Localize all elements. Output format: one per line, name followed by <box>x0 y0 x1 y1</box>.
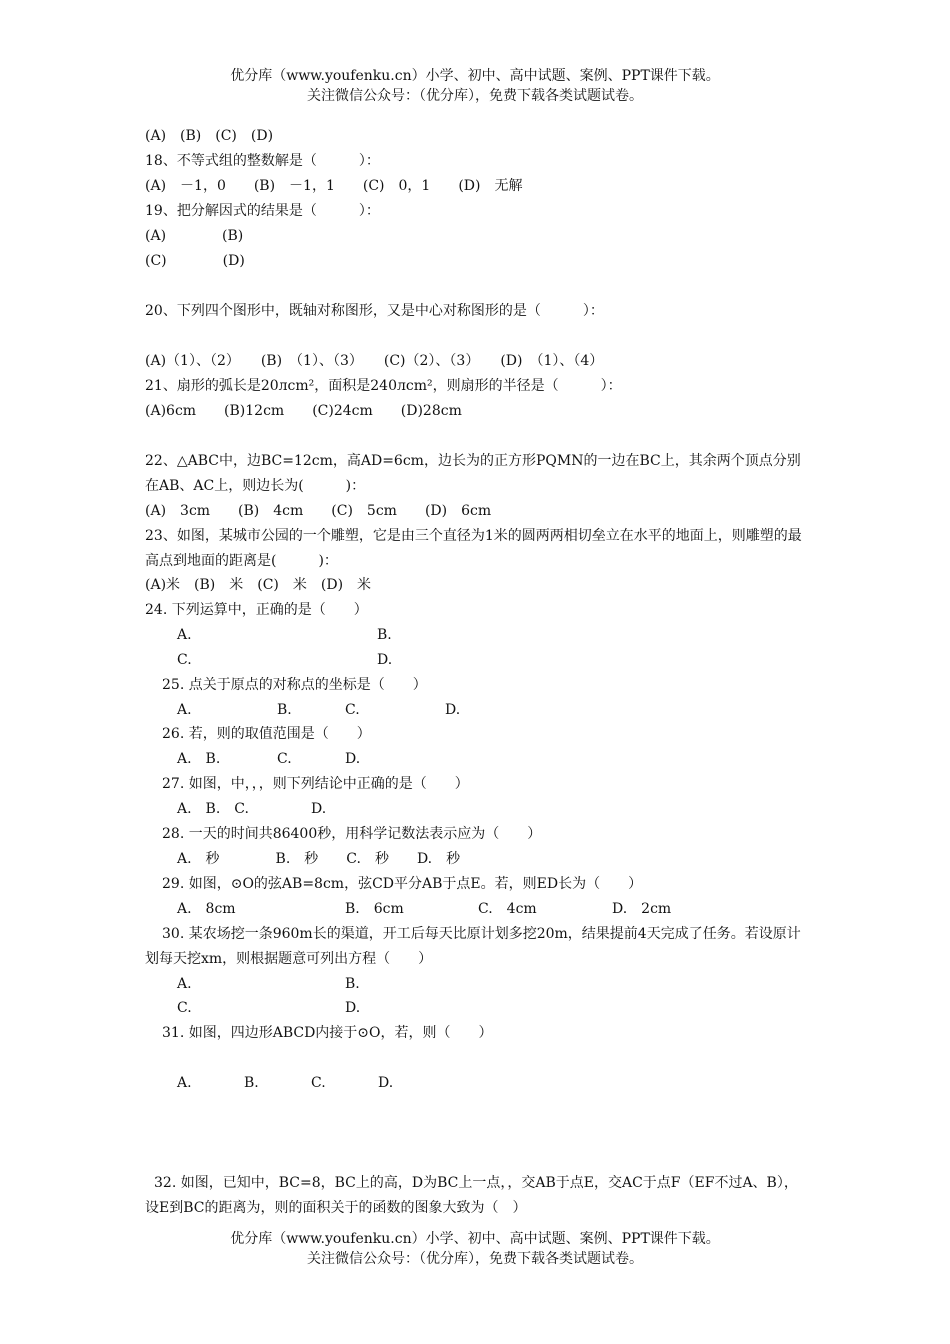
q20-stem: 20、下列四个图形中，既轴对称图形，又是中心对称图形的是（ ）： <box>145 303 604 319</box>
q30-option-a: A. <box>177 976 192 992</box>
q31-option-a: A. <box>177 1075 192 1091</box>
q25-option-b: B. <box>277 702 292 718</box>
q32-stem: 32. 如图，已知中，BC=8，BC上的高，D为BC上一点，，交AB于点E，交AC于点F（EF不过A、B），设E到BC的距离为，则的面积关于的函数的图象大致为（ ） <box>145 1175 798 1216</box>
q26-option-ab: A. B. <box>177 751 221 767</box>
q30-option-c: C. <box>177 1000 192 1016</box>
footer-line-1: 优分库（www.youfenku.cn）小学、初中、高中试题、案例、PPT课件下载。 <box>230 1231 720 1247</box>
q27-option-d: D. <box>311 801 327 817</box>
q28-stem: 28. 一天的时间共86400秒，用科学记数法表示应为（ ） <box>162 826 542 842</box>
q29-option-b: B. 6cm <box>345 901 404 917</box>
q19-stem: 19、把分解因式的结果是（ ）： <box>145 203 380 219</box>
q20-options: (A)（1）、（2） (B) （1）、（3） (C)（2）、（3） (D) （1）、（4） <box>145 353 604 369</box>
q22-options: (A) 3cm (B) 4cm (C) 5cm (D) 6cm <box>145 503 492 519</box>
q26-option-c: C. <box>277 751 292 767</box>
q26-stem: 26. 若，则的取值范围是（ ） <box>162 726 371 742</box>
q24-option-c: C. <box>177 652 192 668</box>
q30-option-d: D. <box>345 1000 361 1016</box>
q23-stem: 23、如图，某城市公园的一个雕塑，它是由三个直径为1米的圆两两相切垒立在水平的地面上，则雕塑的最高点到地面的距离是( )： <box>145 528 802 569</box>
q18-stem: 18、不等式组的整数解是（ ）： <box>145 153 380 169</box>
q25-option-d: D. <box>445 702 461 718</box>
q29-option-d: D. 2cm <box>612 901 672 917</box>
q25-stem: 25. 点关于原点的对称点的坐标是（ ） <box>162 677 427 693</box>
q31-option-d: D. <box>378 1075 394 1091</box>
q26-option-d: D. <box>345 751 361 767</box>
q27-stem: 27. 如图，中，，，则下列结论中正确的是（ ） <box>162 776 469 792</box>
q29-stem: 29. 如图，⊙O的弦AB=8cm，弦CD平分AB于点E。若，则ED长为（ ） <box>162 876 643 892</box>
q31-stem: 31. 如图，四边形ABCD内接于⊙O，若，则（ ） <box>162 1025 493 1041</box>
q21-stem: 21、扇形的弧长是20лcm²，面积是240лcm²，则扇形的半径是（ ）： <box>145 378 622 394</box>
q24-option-b: B. <box>377 627 392 643</box>
q24-option-a: A. <box>177 627 192 643</box>
q30-stem: 30. 某农场挖一条960m长的渠道，开工后每天比原计划多挖20m，结果提前4天完成了任务。若设原计划每天挖xm，则根据题意可列出方程（ ） <box>145 926 801 967</box>
q31-option-b: B. <box>244 1075 259 1091</box>
header-line-2: 关注微信公众号：（优分库），免费下载各类试题试卷。 <box>307 88 643 104</box>
q30-option-b: B. <box>345 976 360 992</box>
q25-option-c: C. <box>345 702 360 718</box>
q29-option-a: A. 8cm <box>177 901 236 917</box>
q27-option-abc: A. B. C. <box>177 801 249 817</box>
q17-options: (A) (B) (C) (D) <box>145 128 274 144</box>
q24-stem: 24. 下列运算中，正确的是（ ） <box>145 602 368 618</box>
q18-options: (A) －1，0 (B) －1，1 (C) 0，1 (D) 无解 <box>145 178 523 194</box>
q25-option-a: A. <box>177 702 192 718</box>
footer-line-2: 关注微信公众号：（优分库），免费下载各类试题试卷。 <box>307 1251 643 1267</box>
q23-options: (A)米 (B) 米 (C) 米 (D) 米 <box>145 577 372 593</box>
q19-options-row1: (A) (B) <box>145 228 244 244</box>
q19-options-row2: (C) (D) <box>145 253 245 269</box>
header-line-1: 优分库（www.youfenku.cn）小学、初中、高中试题、案例、PPT课件下载。 <box>230 68 720 84</box>
q31-option-c: C. <box>311 1075 326 1091</box>
q22-stem: 22、△ABC中，边BC=12cm，高AD=6cm，边长为的正方形PQMN的一边在BC上，其余两个顶点分别在AB、AC上，则边长为( )： <box>145 453 801 494</box>
q28-options: A. 秒 B. 秒 C. 秒 D. 秒 <box>177 851 461 867</box>
q24-option-d: D. <box>377 652 393 668</box>
q29-option-c: C. 4cm <box>478 901 537 917</box>
q21-options: (A)6cm (B)12cm (C)24cm (D)28cm <box>145 403 462 419</box>
